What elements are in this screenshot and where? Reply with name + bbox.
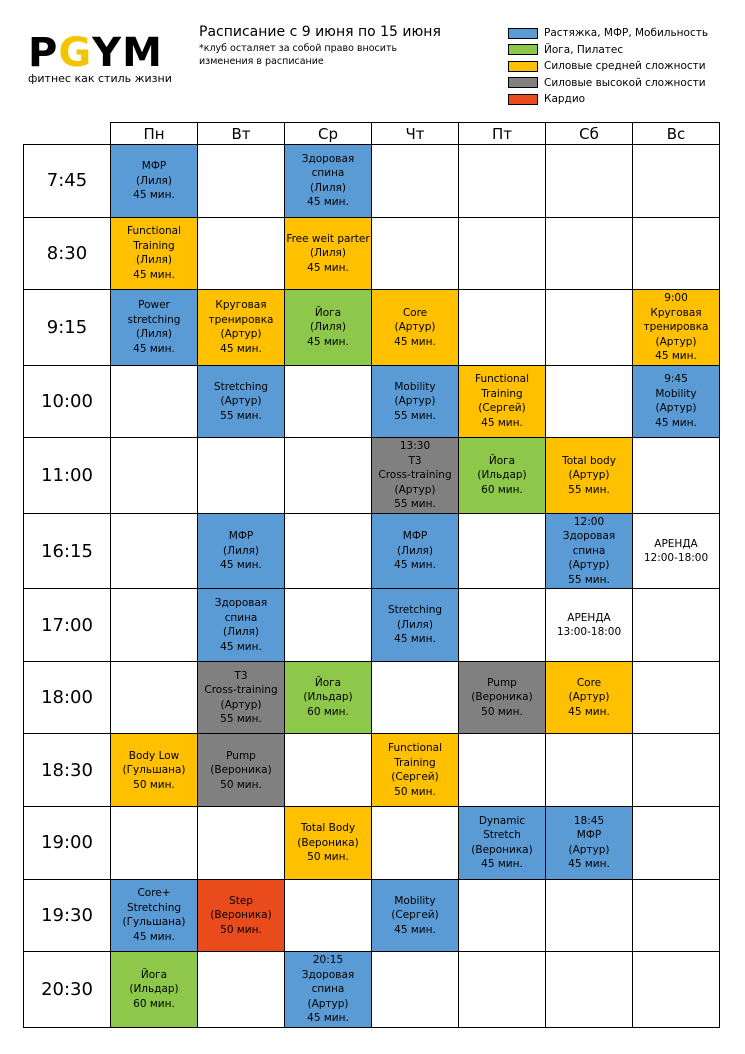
class-line: 50 мин. xyxy=(220,778,262,791)
class-line: 45 мин. xyxy=(133,342,175,355)
class-cell xyxy=(546,438,633,514)
empty-cell xyxy=(459,734,546,807)
class-line: (Артур) xyxy=(220,698,262,711)
class-line: 45 мин. xyxy=(307,261,349,274)
class-line: (Ильдар) xyxy=(477,469,527,482)
class-line: (Артур) xyxy=(394,483,436,496)
time-slot-row xyxy=(24,807,720,880)
class-line: 45 мин. xyxy=(133,189,175,202)
empty-cell xyxy=(633,438,720,514)
legend xyxy=(508,25,708,108)
empty-cell xyxy=(285,879,372,952)
class-cell xyxy=(198,365,285,438)
class-line: Йога xyxy=(314,676,342,689)
legend-item xyxy=(508,75,708,92)
empty-cell xyxy=(633,217,720,290)
legend-item xyxy=(508,91,708,108)
empty-cell xyxy=(111,807,198,880)
empty-cell xyxy=(198,217,285,290)
empty-cell xyxy=(372,217,459,290)
class-line: Здоровая xyxy=(301,968,355,981)
class-line: Круговая xyxy=(215,299,267,312)
class-line: (Лиля) xyxy=(397,544,433,557)
logo-letter: G xyxy=(58,30,93,76)
class-cell xyxy=(372,589,459,662)
class-cell xyxy=(546,513,633,589)
empty-cell xyxy=(285,734,372,807)
class-line: 55 мин. xyxy=(568,573,610,586)
class-line: Functional xyxy=(387,742,442,755)
time-label: 18:30 xyxy=(24,734,111,807)
empty-cell xyxy=(633,734,720,807)
legend-swatch xyxy=(508,44,538,55)
class-line: (Артур) xyxy=(568,469,610,482)
page-title: Расписание с 9 июня по 15 июня xyxy=(199,24,441,40)
logo-tagline: фитнес как стиль жизни xyxy=(28,72,172,85)
class-line: (Артур) xyxy=(568,559,610,572)
class-line: 45 мин. xyxy=(133,930,175,943)
empty-cell xyxy=(111,513,198,589)
class-line: Step xyxy=(229,894,253,907)
class-line: Pump xyxy=(226,749,256,762)
class-cell xyxy=(198,879,285,952)
class-cell xyxy=(198,513,285,589)
logo-letter: Y xyxy=(92,30,123,76)
class-line: Core+ xyxy=(137,887,171,900)
class-line: (Вероника) xyxy=(210,764,272,777)
class-cell xyxy=(546,661,633,734)
class-cell xyxy=(459,365,546,438)
class-line: (Артур) xyxy=(220,395,262,408)
class-line: 45 мин. xyxy=(481,858,523,871)
class-line: (Вероника) xyxy=(297,836,359,849)
empty-cell xyxy=(198,145,285,218)
empty-cell xyxy=(111,365,198,438)
class-cell xyxy=(111,734,198,807)
class-line: Здоровая xyxy=(214,597,268,610)
time-label: 7:45 xyxy=(24,145,111,218)
legend-swatch xyxy=(508,61,538,72)
class-cell xyxy=(372,879,459,952)
class-cell xyxy=(111,145,198,218)
class-line: 45 мин. xyxy=(394,559,436,572)
class-line: МФР xyxy=(141,160,167,173)
class-line: 20:15 xyxy=(312,954,344,967)
class-line: Training xyxy=(133,239,175,252)
class-line: Functional xyxy=(126,225,181,238)
class-line: Training xyxy=(394,756,436,769)
class-line: (Сергей) xyxy=(391,771,439,784)
class-line: (Лиля) xyxy=(136,328,172,341)
class-line: 9:45 xyxy=(664,373,688,386)
empty-cell xyxy=(198,952,285,1028)
class-line: (Артур) xyxy=(220,328,262,341)
empty-cell xyxy=(459,952,546,1028)
class-cell xyxy=(198,290,285,366)
class-line: (Сергей) xyxy=(478,402,526,415)
class-line: тренировка xyxy=(643,321,709,334)
day-header: Вс xyxy=(633,123,720,145)
class-cell xyxy=(285,145,372,218)
class-line: 45 мин. xyxy=(568,858,610,871)
time-label: 19:30 xyxy=(24,879,111,952)
class-line: (Лиля) xyxy=(223,626,259,639)
class-cell xyxy=(111,217,198,290)
class-line: Йога xyxy=(140,968,168,981)
empty-cell xyxy=(546,217,633,290)
logo-mark xyxy=(28,30,168,76)
class-line: stretching xyxy=(127,313,181,326)
class-line: T3 xyxy=(234,669,248,682)
empty-cell xyxy=(633,661,720,734)
legend-label: Силовые высокой сложности xyxy=(544,76,706,89)
class-cell xyxy=(546,807,633,880)
class-line: 45 мин. xyxy=(481,416,523,429)
class-line: (Вероника) xyxy=(471,691,533,704)
legend-item xyxy=(508,58,708,75)
class-line: 50 мин. xyxy=(481,705,523,718)
class-cell xyxy=(633,365,720,438)
class-line: спина xyxy=(572,544,606,557)
time-slot-row xyxy=(24,952,720,1028)
empty-cell xyxy=(459,290,546,366)
empty-cell xyxy=(633,145,720,218)
class-cell xyxy=(198,589,285,662)
class-line: 55 мин. xyxy=(220,409,262,422)
class-line: (Лиля) xyxy=(223,544,259,557)
class-cell xyxy=(372,513,459,589)
class-line: 55 мин. xyxy=(220,713,262,726)
class-line: 13:00-18:00 xyxy=(556,626,622,639)
class-line: (Лиля) xyxy=(310,181,346,194)
class-line: 45 мин. xyxy=(568,705,610,718)
class-line: тренировка xyxy=(208,313,274,326)
empty-cell xyxy=(633,807,720,880)
class-line: Здоровая xyxy=(301,152,355,165)
class-line: 45 мин. xyxy=(394,633,436,646)
class-line: 50 мин. xyxy=(394,785,436,798)
class-line: (Лиля) xyxy=(136,174,172,187)
empty-cell xyxy=(285,438,372,514)
class-line: Body Low xyxy=(128,749,180,762)
class-line: МФР xyxy=(228,530,254,543)
class-line: 45 мин. xyxy=(307,196,349,209)
schedule-table xyxy=(23,122,720,1028)
legend-swatch xyxy=(508,77,538,88)
class-cell xyxy=(372,290,459,366)
class-line: Core xyxy=(402,306,428,319)
class-line: 45 мин. xyxy=(394,335,436,348)
legend-label: Растяжка, МФР, Мобильность xyxy=(544,27,709,40)
class-line: 55 мин. xyxy=(394,498,436,511)
empty-cell xyxy=(546,365,633,438)
class-line: 45 мин. xyxy=(220,342,262,355)
class-line: (Лиля) xyxy=(310,247,346,260)
time-slot-row xyxy=(24,365,720,438)
empty-cell xyxy=(372,807,459,880)
legend-label: Силовые средней сложности xyxy=(544,60,706,73)
class-line: МФР xyxy=(402,530,428,543)
class-line: 45 мин. xyxy=(307,1012,349,1025)
class-line: МФР xyxy=(576,829,602,842)
class-cell xyxy=(285,807,372,880)
class-line: 60 мин. xyxy=(481,483,523,496)
class-line: (Артур) xyxy=(394,321,436,334)
legend-item xyxy=(508,25,708,42)
empty-cell xyxy=(633,879,720,952)
time-label: 11:00 xyxy=(24,438,111,514)
legend-swatch xyxy=(508,94,538,105)
time-label: 20:30 xyxy=(24,952,111,1028)
class-line: 50 мин. xyxy=(307,851,349,864)
day-header: Чт xyxy=(372,123,459,145)
logo xyxy=(28,30,172,85)
class-cell xyxy=(111,879,198,952)
class-line: Stretch xyxy=(483,829,521,842)
class-line: (Артур) xyxy=(568,843,610,856)
class-line: Круговая xyxy=(650,306,702,319)
empty-cell xyxy=(546,290,633,366)
class-line: (Вероника) xyxy=(471,843,533,856)
time-slot-row xyxy=(24,513,720,589)
empty-cell xyxy=(546,734,633,807)
class-line: T3 xyxy=(408,454,422,467)
time-label: 9:15 xyxy=(24,290,111,366)
time-label: 8:30 xyxy=(24,217,111,290)
day-header: Ср xyxy=(285,123,372,145)
class-line: Free weit parter xyxy=(286,232,370,245)
time-slot-row xyxy=(24,217,720,290)
class-cell xyxy=(633,513,720,589)
class-line: Йога xyxy=(314,306,342,319)
class-cell xyxy=(372,438,459,514)
legend-item xyxy=(508,42,708,59)
class-line: Pump xyxy=(487,676,517,689)
class-line: Total Body xyxy=(300,822,356,835)
empty-cell xyxy=(459,513,546,589)
class-cell xyxy=(459,661,546,734)
class-line: (Артур) xyxy=(655,402,697,415)
class-line: Core xyxy=(576,676,602,689)
class-line: (Лиля) xyxy=(397,618,433,631)
class-line: Functional xyxy=(474,373,529,386)
class-cell xyxy=(372,734,459,807)
time-slot-row xyxy=(24,438,720,514)
day-header: Вт xyxy=(198,123,285,145)
logo-letter: P xyxy=(28,30,59,76)
class-line: 45 мин. xyxy=(394,923,436,936)
class-cell xyxy=(285,661,372,734)
class-line: 55 мин. xyxy=(394,409,436,422)
class-line: спина xyxy=(311,167,345,180)
class-cell xyxy=(285,217,372,290)
class-cell xyxy=(633,290,720,366)
class-line: 45 мин. xyxy=(655,416,697,429)
class-line: (Артур) xyxy=(655,335,697,348)
class-cell xyxy=(459,438,546,514)
class-cell xyxy=(111,290,198,366)
corner-cell xyxy=(24,123,111,145)
class-line: 55 мин. xyxy=(568,483,610,496)
class-line: 9:00 xyxy=(664,292,688,305)
time-label: 19:00 xyxy=(24,807,111,880)
class-cell xyxy=(111,952,198,1028)
empty-cell xyxy=(285,513,372,589)
class-line: АРЕНДА xyxy=(654,537,698,550)
day-header-row xyxy=(24,123,720,145)
empty-cell xyxy=(285,365,372,438)
class-line: 45 мин. xyxy=(655,350,697,363)
schedule-note: *клуб осталяет за собой право вносить изменения в расписание xyxy=(199,43,398,67)
logo-letter: M xyxy=(122,30,163,76)
class-line: Cross-training xyxy=(378,469,452,482)
class-line: (Артур) xyxy=(568,691,610,704)
time-label: 10:00 xyxy=(24,365,111,438)
empty-cell xyxy=(285,589,372,662)
class-line: (Сергей) xyxy=(391,909,439,922)
legend-swatch xyxy=(508,28,538,39)
class-line: (Вероника) xyxy=(210,909,272,922)
empty-cell xyxy=(459,145,546,218)
class-line: 12:00-18:00 xyxy=(643,552,709,565)
class-cell xyxy=(198,661,285,734)
class-line: (Артур) xyxy=(307,997,349,1010)
class-cell xyxy=(546,589,633,662)
empty-cell xyxy=(372,661,459,734)
class-line: Total body xyxy=(562,454,616,467)
class-line: Stretching xyxy=(213,380,269,393)
class-line: 50 мин. xyxy=(133,778,175,791)
class-line: Cross-training xyxy=(204,684,278,697)
class-line: спина xyxy=(311,983,345,996)
class-line: Stretching xyxy=(126,901,182,914)
time-label: 18:00 xyxy=(24,661,111,734)
empty-cell xyxy=(111,589,198,662)
class-line: Dynamic xyxy=(478,814,526,827)
class-line: АРЕНДА xyxy=(567,611,611,624)
class-line: спина xyxy=(224,611,258,624)
class-line: Йога xyxy=(488,454,516,467)
class-line: (Артур) xyxy=(394,395,436,408)
class-line: 60 мин. xyxy=(133,997,175,1010)
class-line: Mobility xyxy=(655,387,697,400)
time-slot-row xyxy=(24,145,720,218)
empty-cell xyxy=(546,952,633,1028)
empty-cell xyxy=(198,438,285,514)
class-line: (Гульшана) xyxy=(122,916,186,929)
empty-cell xyxy=(459,589,546,662)
class-line: 60 мин. xyxy=(307,705,349,718)
time-slot-row xyxy=(24,879,720,952)
class-line: Training xyxy=(481,387,523,400)
class-line: 50 мин. xyxy=(220,923,262,936)
class-cell xyxy=(198,734,285,807)
class-line: 13:30 xyxy=(399,440,431,453)
class-cell xyxy=(372,365,459,438)
time-slot-row xyxy=(24,661,720,734)
time-label: 16:15 xyxy=(24,513,111,589)
day-header: Пн xyxy=(111,123,198,145)
time-label: 17:00 xyxy=(24,589,111,662)
day-header: Сб xyxy=(546,123,633,145)
class-cell xyxy=(459,807,546,880)
empty-cell xyxy=(546,145,633,218)
class-line: 45 мин. xyxy=(220,559,262,572)
class-line: 18:45 xyxy=(573,814,605,827)
legend-label: Йога, Пилатес xyxy=(544,43,624,56)
class-line: (Ильдар) xyxy=(303,691,353,704)
class-line: (Лиля) xyxy=(136,254,172,267)
class-line: 45 мин. xyxy=(307,335,349,348)
class-line: Stretching xyxy=(387,604,443,617)
class-line: 12:00 xyxy=(573,515,605,528)
empty-cell xyxy=(546,879,633,952)
empty-cell xyxy=(459,879,546,952)
class-line: (Лиля) xyxy=(310,321,346,334)
empty-cell xyxy=(459,217,546,290)
empty-cell xyxy=(198,807,285,880)
class-cell xyxy=(285,290,372,366)
class-line: 45 мин. xyxy=(133,268,175,281)
empty-cell xyxy=(111,438,198,514)
time-slot-row xyxy=(24,290,720,366)
class-line: 45 мин. xyxy=(220,640,262,653)
class-line: (Ильдар) xyxy=(129,983,179,996)
class-line: (Гульшана) xyxy=(122,764,186,777)
empty-cell xyxy=(633,952,720,1028)
day-header: Пт xyxy=(459,123,546,145)
class-cell xyxy=(285,952,372,1028)
empty-cell xyxy=(111,661,198,734)
time-slot-row xyxy=(24,734,720,807)
empty-cell xyxy=(372,145,459,218)
class-line: Mobility xyxy=(394,894,436,907)
empty-cell xyxy=(633,589,720,662)
class-line: Power xyxy=(138,299,170,312)
time-slot-row xyxy=(24,589,720,662)
legend-label: Кардио xyxy=(544,93,586,106)
class-line: Здоровая xyxy=(562,530,616,543)
class-line: Mobility xyxy=(394,380,436,393)
empty-cell xyxy=(372,952,459,1028)
